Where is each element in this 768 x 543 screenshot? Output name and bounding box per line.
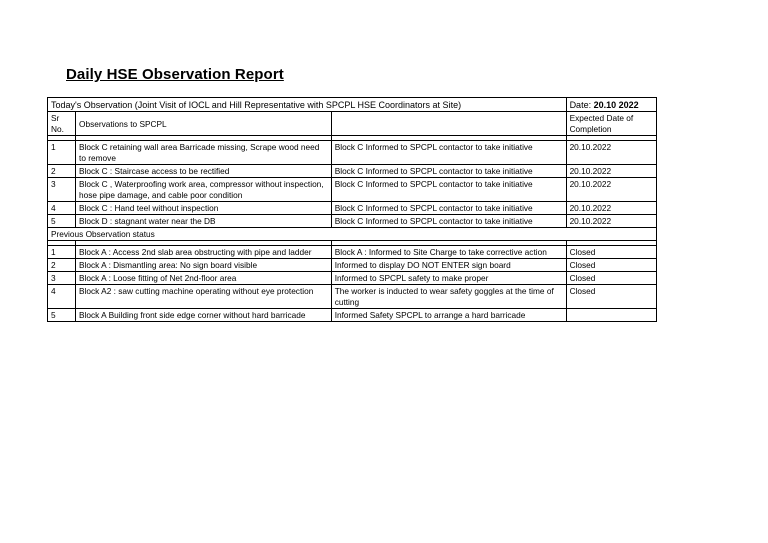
cell-status: 20.10.2022 xyxy=(566,215,656,228)
cell-sr: 3 xyxy=(48,272,76,285)
cell-status: 20.10.2022 xyxy=(566,178,656,202)
table-row xyxy=(48,141,657,165)
cell-action: Block C Informed to SPCPL contactor to take initiative xyxy=(331,215,566,228)
cell-observation: Block A : Loose fitting of Net 2nd-floor area xyxy=(76,272,332,285)
table-row xyxy=(48,259,657,272)
cell-status: Closed xyxy=(566,272,656,285)
cell-status: Closed xyxy=(566,246,656,259)
cell-sr: 3 xyxy=(48,178,76,202)
cell-observation: Block C retaining wall area Barricade missing, Scrape wood need to remove xyxy=(76,141,332,165)
cell-observation: Block C , Waterproofing work area, compressor without inspection, hose pipe damage, and cable poor condition xyxy=(76,178,332,202)
cell-status: 20.10.2022 xyxy=(566,141,656,165)
cell-action: Informed to display DO NOT ENTER sign board xyxy=(331,259,566,272)
table-row xyxy=(48,272,657,285)
report-date xyxy=(566,98,656,112)
cell-observation: Block A : Access 2nd slab area obstructing with pipe and ladder xyxy=(76,246,332,259)
cell-sr: 5 xyxy=(48,309,76,322)
cell-status: 20.10.2022 xyxy=(566,165,656,178)
col-action-header xyxy=(331,112,566,136)
cell-status: 20.10.2022 xyxy=(566,202,656,215)
cell-observation: Block C : Hand teel without inspection xyxy=(76,202,332,215)
cell-status: Closed xyxy=(566,259,656,272)
cell-status xyxy=(566,309,656,322)
cell-sr: 4 xyxy=(48,285,76,309)
cell-action: Informed to SPCPL safety to make proper xyxy=(331,272,566,285)
date-label: Date: xyxy=(569,100,594,110)
cell-sr: 2 xyxy=(48,165,76,178)
report-title: Daily HSE Observation Report xyxy=(66,66,284,83)
cell-action: Block C Informed to SPCPL contactor to take initiative xyxy=(331,141,566,165)
table-header-row xyxy=(48,98,657,112)
column-header-row xyxy=(48,112,657,136)
table-row xyxy=(48,309,657,322)
cell-action: Block A : Informed to Site Charge to take corrective action xyxy=(331,246,566,259)
cell-status: Closed xyxy=(566,285,656,309)
cell-observation: Block D : stagnant water near the DB xyxy=(76,215,332,228)
previous-section-label: Previous Observation status xyxy=(48,228,657,241)
cell-sr: 5 xyxy=(48,215,76,228)
cell-observation: Block A2 : saw cutting machine operating without eye protection xyxy=(76,285,332,309)
table-row xyxy=(48,165,657,178)
observation-table xyxy=(47,97,657,322)
cell-action: The worker is inducted to wear safety goggles at the time of cutting xyxy=(331,285,566,309)
table-row xyxy=(48,246,657,259)
date-value: 20.10 2022 xyxy=(593,100,639,110)
cell-observation: Block A : Dismantling area: No sign board visible xyxy=(76,259,332,272)
table-row xyxy=(48,202,657,215)
table-row xyxy=(48,285,657,309)
cell-sr: 2 xyxy=(48,259,76,272)
cell-action: Block C Informed to SPCPL contactor to take initiative xyxy=(331,178,566,202)
cell-observation: Block A Building front side edge corner without hard barricade xyxy=(76,309,332,322)
cell-action: Block C Informed to SPCPL contactor to take initiative xyxy=(331,202,566,215)
cell-sr: 1 xyxy=(48,141,76,165)
header-caption: Today's Observation (Joint Visit of IOCL and Hill Representative with SPCPL HSE Coordinators at Site) xyxy=(48,98,567,112)
cell-sr: 4 xyxy=(48,202,76,215)
cell-action: Block C Informed to SPCPL contactor to take initiative xyxy=(331,165,566,178)
col-sr-header: Sr No. xyxy=(48,112,76,136)
table-row xyxy=(48,178,657,202)
cell-sr: 1 xyxy=(48,246,76,259)
cell-action: Informed Safety SPCPL to arrange a hard barricade xyxy=(331,309,566,322)
cell-observation: Block C : Staircase access to be rectified xyxy=(76,165,332,178)
previous-section-row xyxy=(48,228,657,241)
col-observation-header: Observations to SPCPL xyxy=(76,112,332,136)
table-row xyxy=(48,215,657,228)
col-completion-header: Expected Date of Completion xyxy=(566,112,656,136)
